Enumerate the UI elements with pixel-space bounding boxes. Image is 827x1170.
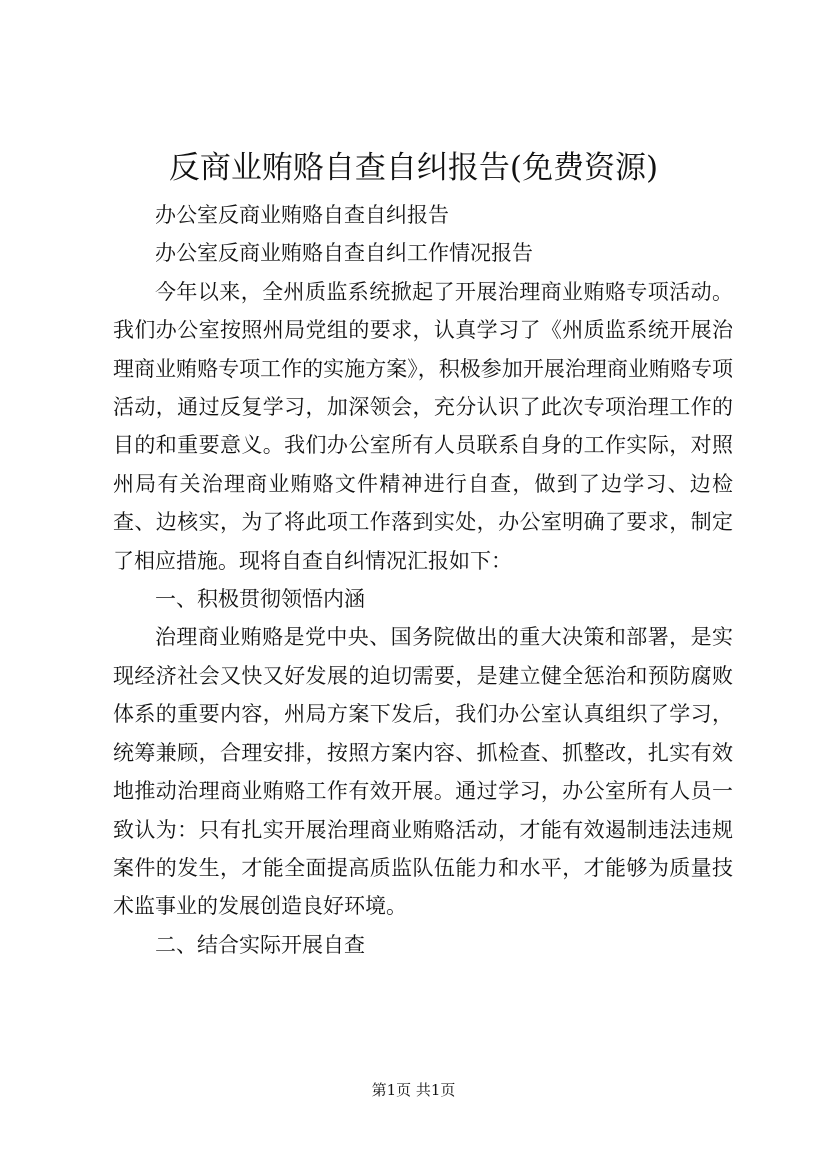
document-body bbox=[113, 196, 733, 964]
section-heading-1: 一、积极贯彻领悟内涵 bbox=[155, 587, 365, 612]
document-title: 反商业贿赂自查自纠报告(免费资源) bbox=[168, 150, 659, 186]
section-heading-2: 二、结合实际开展自查 bbox=[155, 932, 365, 957]
page-footer: 第1页 共1页 bbox=[371, 1081, 456, 1099]
report-heading-paragraph: 办公室反商业贿赂自查自纠工作情况报告 bbox=[155, 241, 533, 266]
section-1-paragraph: 治理商业贿赂是党中央、国务院做出的重大决策和部署，是实现经济社会又快又好发展的迫切需要，是建立健全惩治和预防腐败体系的重要内容，州局方案下发后，我们办公室认真组织了学习，统筹兼顾，合理安排，按照方案内容、抓检查、抓整改，扎实有效地推动治理商业贿赂工作有效开展。通过学习，办公室所有人员一致认为：只有扎实开展治理商业贿赂活动，才能有效遏制违法违规案件的发生，才能全面提高质监队伍能力和水平，才能够为质量技术监事业的发展创造良好环境。 bbox=[113, 625, 733, 919]
subtitle-paragraph: 办公室反商业贿赂自查自纠报告 bbox=[155, 203, 449, 227]
intro-paragraph: 今年以来，全州质监系统掀起了开展治理商业贿赂专项活动。我们办公室按照州局党组的要求，认真学习了《州质监系统开展治理商业贿赂专项工作的实施方案》，积极参加开展治理商业贿赂专项活动，通过反复学习，加深领会，充分认识了此次专项治理工作的目的和重要意义。我们办公室所有人员联系自身的工作实际，对照州局有关治理商业贿赂文件精神进行自查，做到了边学习、边检查、边核实，为了将此项工作落到实处，办公室明确了要求，制定了相应措施。现将自查自纠情况汇报如下： bbox=[113, 279, 733, 573]
